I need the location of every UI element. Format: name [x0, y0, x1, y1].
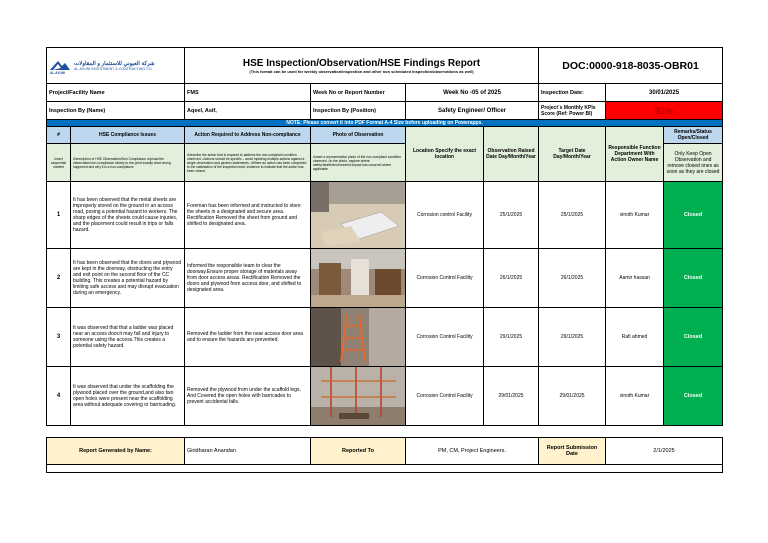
col-action-header: Action Required to Address Non-compliance: [185, 127, 311, 144]
row-raised-date: 25/1/2025: [484, 182, 539, 249]
photo-scaffolding: [311, 367, 406, 425]
title-row: [47, 48, 723, 84]
doc-number: DOC:0000-918-8035-OBR01: [539, 48, 723, 84]
inspection-date-value: 30/01/2025: [606, 84, 723, 102]
col-remarks-header: Remarks/Status Open/Closed: [664, 127, 723, 144]
row-location: Corrosion Control Facility: [406, 249, 484, 308]
row-action: Removed the ladder from the near access door area and to ensure the hazards are prevented.: [185, 308, 311, 367]
col-raised-header: Observation Raised Date Day/Month/Year: [484, 127, 539, 182]
project-label: Project/Facility Name: [47, 84, 185, 102]
footer-spacer: [47, 465, 723, 473]
observation-photo: [311, 249, 406, 308]
status-badge: Closed: [664, 182, 723, 249]
status-badge: Closed: [664, 367, 723, 426]
generated-by-label: Report Generated by Name:: [47, 438, 185, 465]
inspector-position-value: Safety Engineer/ Officer: [406, 102, 539, 120]
row-target-date: 26/1/2025: [539, 249, 606, 308]
row-target-date: 25/1/2025: [539, 182, 606, 249]
row-location: Corrosion control Facility: [406, 182, 484, 249]
guidance-no: Insert sequential number: [47, 144, 71, 182]
table-row: [47, 308, 723, 367]
footer-table: [46, 437, 723, 473]
row-number: 2: [47, 249, 71, 308]
observation-photo: [311, 182, 406, 249]
row-action: Removed the plywood from under the scaffold legs. And Covered the open holes with barricades to prevent accidental falls.: [185, 367, 311, 426]
photo-metal-sheets: [311, 182, 406, 248]
kpi-label: Project`s Monthly KPIs Score (Ref: Power BI): [539, 102, 606, 120]
row-number: 3: [47, 308, 71, 367]
pdf-note: NOTE: Please convert it into PDF Format A-4 Size before uploading on Powerapps.: [47, 120, 723, 127]
status-badge: Closed: [664, 249, 723, 308]
report-title: HSE Inspection/Observation/HSE Findings Report: [242, 57, 481, 69]
row-raised-date: 26/1/2025: [484, 249, 539, 308]
kpi-score: 92%: [606, 102, 723, 120]
footer-row: [47, 438, 723, 465]
observation-photo: [311, 367, 406, 426]
guidance-remarks: Only Keep Open Observation and remove closed ones as soon as they are closed: [664, 144, 723, 182]
report-subtitle: (This format can be used for weekly observation/inspection and other non scheduled inspection/observations as well): [249, 68, 474, 74]
row-issue: It has been observed that the doors and plywood are kept in the doorway, obstructing the entry and exit point on the second floor of the CC building. This creates a potential hazard by limiting safe access and may disrupt evacuation during an emergency.: [71, 249, 185, 308]
photo-doors-plywood: [311, 249, 406, 307]
row-number: 1: [47, 182, 71, 249]
guidance-issue: •Description of HSE Observation/Non Compliance •Upload the observation/non compliance clearly to the point exactly what wrong happened and why it is a non-compliance: [71, 144, 185, 182]
project-value: FMS: [185, 84, 311, 102]
col-owner-header: Responsible Function Department With Action Owner Name: [606, 127, 664, 182]
info-row-2: [47, 102, 723, 120]
guidance-photo: •Insert a representative photo of the non-compliant condition observed. •In the photo, capture where safety/health/environment impact has occurred where applicable: [311, 144, 406, 182]
inspector-name-label: Inspection By (Name): [47, 102, 185, 120]
row-owner: vinoth Kumar: [606, 367, 664, 426]
col-location-header: Location Specify the exact location: [406, 127, 484, 182]
inspection-date-label: Inspection Date:: [539, 84, 606, 102]
row-location: Corrosion Control Facility: [406, 308, 484, 367]
row-location: Corrosion Control Facility: [406, 367, 484, 426]
footer-spacer-row: [47, 465, 723, 473]
company-name-english: AL-AYUNI INVESTMENT & CONTRACTING CO.: [74, 66, 153, 71]
row-owner: Rafi ahmed: [606, 308, 664, 367]
col-no-header: #: [47, 127, 71, 144]
row-target-date: 29/01/2025: [539, 367, 606, 426]
inspector-position-label: Inspection By (Position): [311, 102, 406, 120]
report-table: [46, 47, 723, 426]
row-owner: Aamir hassan: [606, 249, 664, 308]
table-row: [47, 367, 723, 426]
row-issue: It was observed that under the scaffolding the plywood placed over the ground,and also two open holes were present near the scaffolding area without adequate covering or barricading.: [71, 367, 185, 426]
row-number: 4: [47, 367, 71, 426]
observation-photo: [311, 308, 406, 367]
note-row: [47, 120, 723, 127]
guidance-action: •Describe the action that is required to address the non-compliant condition observed. •Actions should be specific – avoid inputting multiple actions against a single observation and generic statements. •Where an action has been completed to the satisfaction of the inspection lead, evidence to indicate that the action has been closed.: [185, 144, 311, 182]
row-issue: It has been observed that the metal sheets are improperly stored on the ground in an access road, posing a potential hazard to workers. The sharp edges of the sheets could cause injuries, and the placement could result in trips or falls hazard.: [71, 182, 185, 249]
table-row: [47, 182, 723, 249]
row-owner: vinoth Kumar: [606, 182, 664, 249]
generated-by-value: Giridharan Anandan: [185, 438, 311, 465]
row-raised-date: 29/01/2025: [484, 367, 539, 426]
reported-to-value: PM, CM, Project Engineers.: [406, 438, 539, 465]
week-value: Week No -05 of 2025: [406, 84, 539, 102]
week-label: Week No or Report Number: [311, 84, 406, 102]
inspector-name-value: Aqeel, Asif,: [185, 102, 311, 120]
row-action: Foreman has been informed and instructed to store the sheets in a designated and secure area. Rectification Removed the sheet from ground and shifted to designated area.: [185, 182, 311, 249]
row-issue: It was observed that that a ladder was placed near an access door.it may fall and injury to someone using the access.This creates a potential safety hazard.: [71, 308, 185, 367]
company-logo-cell: [47, 48, 185, 84]
row-raised-date: 29/1/2025: [484, 308, 539, 367]
column-header-row: [47, 127, 723, 144]
photo-ladder: [311, 308, 406, 366]
submission-date-value: 2/1/2025: [606, 438, 723, 465]
report-title-cell: [185, 48, 539, 84]
status-badge: Closed: [664, 308, 723, 367]
info-row-1: [47, 84, 723, 102]
reported-to-label: Reported To: [311, 438, 406, 465]
table-row: [47, 249, 723, 308]
col-photo-header: Photo of Observation: [311, 127, 406, 144]
col-target-header: Target Date Day/Month/Year: [539, 127, 606, 182]
company-logo-icon: [49, 58, 71, 74]
submission-date-label: Report Submission Date: [539, 438, 606, 465]
svg-text:AL-AYUNI: AL-AYUNI: [50, 70, 65, 74]
row-target-date: 29/1/2025: [539, 308, 606, 367]
company-name-arabic: شركة العيوني للاستثمار و المقاولات: [74, 60, 155, 67]
col-issue-header: HSE Compliance Issues: [71, 127, 185, 144]
row-action: Informed the responsible team to clear the doorway.Ensure proper storage of materials away from door access areas. Rectification Removed the doors and plywood from access door, and shifted to designated area.: [185, 249, 311, 308]
